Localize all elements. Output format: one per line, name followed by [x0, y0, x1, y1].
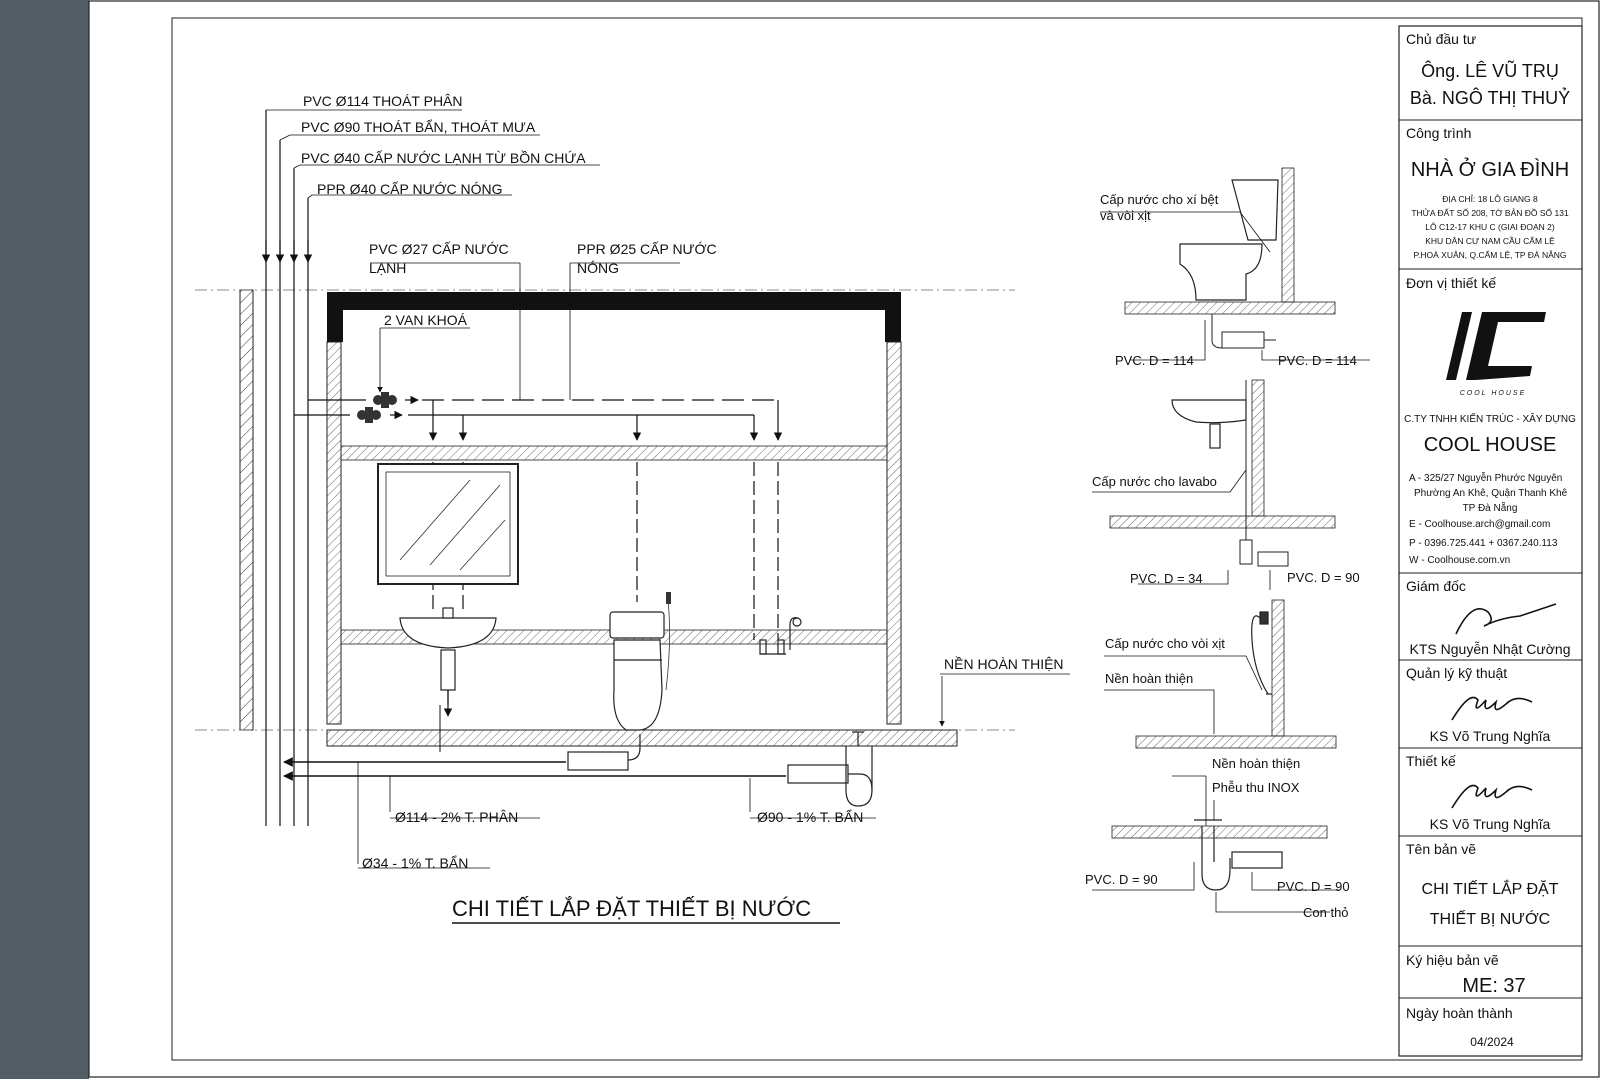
director-label: Giám đốc	[1406, 578, 1466, 594]
label-pvc90: PVC Ø90 THOÁT BẨN, THOÁT MƯA	[301, 119, 536, 135]
tech-label: Quản lý kỹ thuật	[1406, 665, 1508, 681]
owner-2: Bà. NGÔ THỊ THUỶ	[1409, 88, 1571, 108]
company-line: C.TY TNHH KIẾN TRÚC - XÂY DỰNG	[1404, 414, 1576, 425]
label-ppr40: PPR Ø40 CẤP NƯỚC NÓNG	[317, 181, 503, 197]
lavabo-side-icon	[1172, 400, 1246, 448]
logo-text: COOL HOUSE	[1459, 390, 1527, 397]
design-label: Thiết kế	[1406, 753, 1456, 769]
sheet-label: Tên bản vẽ	[1406, 841, 1477, 857]
code-label: Ký hiệu bản vẽ	[1406, 952, 1499, 968]
label-d90: Ø90 - 1% T. BẨN	[757, 809, 864, 825]
project-name: NHÀ Ở GIA ĐÌNH	[1410, 159, 1570, 181]
label-ppr25-line1: PPR Ø25 CẤP NƯỚC	[577, 241, 717, 257]
designer-label: Đơn vị thiết kế	[1406, 275, 1497, 291]
code-value: ME: 37	[1462, 975, 1526, 997]
spray-faucet-icon	[1252, 612, 1272, 694]
owner-1: Ông. LÊ VŨ TRỤ	[1421, 61, 1559, 81]
date-label: Ngày hoàn thành	[1406, 1005, 1513, 1021]
contact-line: W - Coolhouse.com.vn	[1409, 555, 1511, 566]
contact-line: Phường An Khê, Quận Thanh Khê	[1414, 488, 1568, 499]
detail-spray-floor: Nền hoàn thiện	[1105, 671, 1194, 686]
detail-drain-floor: Nền hoàn thiện	[1212, 756, 1301, 771]
address-line: ĐỊA CHỈ: 18 LÔ GIANG 8	[1442, 194, 1538, 204]
sheet-name-2: THIẾT BỊ NƯỚC	[1429, 911, 1551, 928]
date-value: 04/2024	[1470, 1035, 1514, 1049]
detail-toilet-label-1: Cấp nước cho xí bệt	[1100, 192, 1219, 207]
detail-drain-d-left: PVC. D = 90	[1085, 872, 1158, 887]
company-name: COOL HOUSE	[1423, 434, 1557, 456]
label-pvc40: PVC Ø40 CẤP NƯỚC LẠNH TỪ BỒN CHỨA	[301, 150, 586, 166]
detail-lavabo-d-right: PVC. D = 90	[1287, 570, 1360, 585]
label-ppr25-line2: NÓNG	[577, 260, 619, 276]
detail-spray-label: Cấp nước cho vòi xịt	[1105, 636, 1225, 651]
project-label: Công trình	[1406, 125, 1472, 141]
contact-line: TP Đà Nẵng	[1462, 503, 1518, 514]
label-pvc114: PVC Ø114 THOÁT PHÂN	[303, 93, 463, 109]
toilet-icon	[610, 612, 664, 730]
tech-name: KS Võ Trung Nghĩa	[1429, 728, 1551, 744]
main-section-drawing	[195, 110, 1070, 868]
contact-line: P - 0396.725.441 + 0367.240.113	[1409, 538, 1558, 549]
detail-lavabo-d-left: PVC. D = 34	[1130, 571, 1203, 586]
address-line: THỬA ĐẤT SỐ 208, TỜ BẢN ĐỒ SỐ 131	[1411, 208, 1569, 218]
detail-toilet-d-right: PVC. D = 114	[1278, 353, 1357, 368]
label-d34: Ø34 - 1% T. BẨN	[362, 855, 469, 871]
lavabo-icon	[400, 608, 496, 704]
detail-toilet-label-2: và vòi xịt	[1100, 208, 1151, 223]
owner-label: Chủ đầu tư	[1406, 31, 1477, 47]
label-valves: 2 VAN KHOÁ	[384, 312, 467, 328]
address-line: P.HOÀ XUÂN, Q.CẨM LỆ, TP ĐÀ NẴNG	[1413, 250, 1567, 260]
label-floor: NỀN HOÀN THIỆN	[944, 656, 1064, 672]
valve-icon	[357, 392, 397, 423]
detail-drain-trap: Con thỏ	[1303, 905, 1349, 920]
mirror-icon	[378, 464, 518, 584]
address-line: KHU DÂN CƯ NAM CẦU CẨM LỆ	[1425, 236, 1555, 246]
drawing-title: CHI TIẾT LẮP ĐẶT THIẾT BỊ NƯỚC	[452, 896, 812, 921]
director-name: KTS Nguyễn Nhật Cường	[1409, 641, 1571, 657]
detail-toilet-d-left: PVC. D = 114	[1115, 353, 1194, 368]
detail-drain-d-right: PVC. D = 90	[1277, 879, 1350, 894]
title-block	[1399, 26, 1582, 1056]
label-d114: Ø114 - 2% T. PHÂN	[395, 809, 519, 825]
design-name: KS Võ Trung Nghĩa	[1429, 816, 1551, 832]
label-pvc27-line1: PVC Ø27 CẤP NƯỚC	[369, 241, 509, 257]
label-pvc27-line2: LẠNH	[369, 260, 407, 276]
sheet-name-1: CHI TIẾT LẮP ĐẶT	[1421, 881, 1559, 898]
detail-lavabo-label: Cấp nước cho lavabo	[1092, 474, 1217, 489]
detail-drain-funnel: Phễu thu INOX	[1212, 780, 1300, 795]
address-line: LÔ C12-17 KHU C (GIAI ĐOẠN 2)	[1425, 222, 1555, 232]
contact-line: E - Coolhouse.arch@gmail.com	[1409, 519, 1551, 530]
contact-line: A - 325/27 Nguyễn Phước Nguyên	[1409, 473, 1563, 484]
